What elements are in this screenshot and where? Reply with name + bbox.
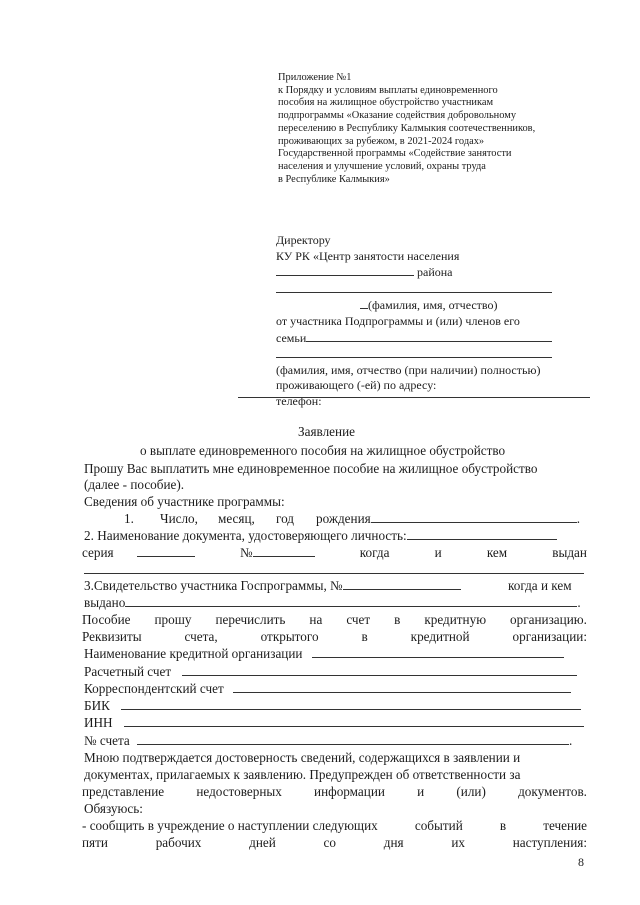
cert-issued-row: выдано . bbox=[84, 595, 581, 610]
inn-row: ИНН bbox=[84, 715, 584, 731]
family-blank bbox=[306, 330, 552, 342]
appendix-line: населения и улучшение условий, охраны труда bbox=[278, 160, 486, 172]
series-row: серия № когда и кем выдан bbox=[82, 545, 587, 560]
bik-row: БИК bbox=[84, 698, 581, 714]
inform-row: - сообщить в учреждение о наступлении следующих событий в течение bbox=[82, 818, 587, 833]
doc-name-row bbox=[84, 528, 557, 544]
phone-label: телефон: bbox=[276, 393, 322, 408]
center-label: КУ РК «Центр занятости населения bbox=[276, 248, 460, 263]
appendix-line: подпрограммы «Оказание содействия добровольному bbox=[278, 110, 517, 122]
series-blank-line bbox=[84, 573, 584, 574]
district-blank bbox=[276, 264, 414, 276]
dob-day: Число, bbox=[160, 511, 198, 526]
oblige-label: Обязуюсь: bbox=[84, 801, 143, 816]
cert-when: когда и кем bbox=[508, 578, 572, 593]
acc-no-row: № счета . bbox=[84, 733, 573, 748]
appendix-line: переселению в Республику Калмыкия соотечественников, bbox=[278, 122, 536, 134]
from-label: от участника Подпрограммы и (или) членов его bbox=[276, 313, 520, 328]
appendix-line: Государственной программы «Содействие занятости bbox=[278, 148, 512, 160]
doc-name-blank bbox=[407, 528, 557, 540]
five-days-row: пяти рабочих дней со дня их наступления: bbox=[82, 835, 587, 850]
dob-year: год bbox=[276, 511, 295, 526]
page-number: 8 bbox=[578, 855, 584, 869]
request-line-2: (далее - пособие). bbox=[84, 477, 185, 492]
fio-blank bbox=[276, 281, 552, 293]
district-label: района bbox=[417, 265, 453, 280]
request-line-1: Прошу Вас выплатить мне единовременное пособие на жилищное обустройство bbox=[84, 461, 538, 476]
confirm-line-2: документах, прилагаемых к заявлению. Предупрежден об ответственности за bbox=[84, 767, 521, 782]
residing-label: проживающего (-ей) по адресу: bbox=[276, 378, 437, 393]
cert-row: 3.Свидетельство участника Госпрограммы, № bbox=[84, 578, 461, 594]
confirm-line-3: представление недостоверных информации и (или) документов. bbox=[82, 784, 587, 799]
statement-title: Заявление bbox=[298, 424, 355, 439]
bank-name-row: Наименование кредитной организации bbox=[84, 646, 564, 662]
info-heading: Сведения об участнике программы: bbox=[84, 494, 285, 509]
account-row: Расчетный счет bbox=[84, 664, 577, 680]
requisites-row: Реквизиты счета, открытого в кредитной организации: bbox=[82, 629, 587, 644]
fio-hint: (фамилия, имя, отчество) bbox=[368, 298, 498, 313]
transfer-row: Пособие прошу перечислить на счет в кредитную организацию. bbox=[82, 612, 587, 627]
confirm-line-1: Мною подтверждается достоверность сведений, содержащихся в заявлении и bbox=[84, 750, 521, 765]
family-label: семьи bbox=[276, 330, 307, 345]
addressee-block bbox=[276, 233, 552, 410]
doc-name-label: 2. Наименование документа, удостоверяющего личность: bbox=[84, 528, 407, 543]
director-label: Директору bbox=[276, 233, 331, 247]
statement-subtitle: о выплате единовременного пособия на жилищное обустройство bbox=[140, 443, 506, 458]
corr-account-row: Корреспондентский счет bbox=[84, 681, 571, 697]
appendix-line: пособия на жилищное обустройство участникам bbox=[278, 97, 494, 109]
dob-label: рождения bbox=[316, 511, 371, 526]
dob-num: 1. bbox=[124, 511, 134, 526]
header-rule bbox=[238, 397, 590, 398]
dob-month: месяц, bbox=[218, 511, 255, 526]
appendix-line: к Порядку и условиям выплаты единовременного bbox=[278, 84, 498, 96]
appendix-line: в Республике Калмыкия» bbox=[278, 173, 390, 185]
appendix-header bbox=[278, 72, 535, 186]
dob-blank bbox=[371, 511, 577, 523]
appendix-line: Приложение №1 bbox=[278, 72, 352, 83]
family-blank-2 bbox=[276, 346, 552, 358]
fio-full-hint: (фамилия, имя, отчество (при наличии) полностью) bbox=[276, 362, 541, 377]
appendix-line: проживающих за рубежом, в 2021-2024 годах» bbox=[278, 135, 485, 147]
dob-row: 1. Число, месяц, год рождения . bbox=[124, 511, 581, 526]
